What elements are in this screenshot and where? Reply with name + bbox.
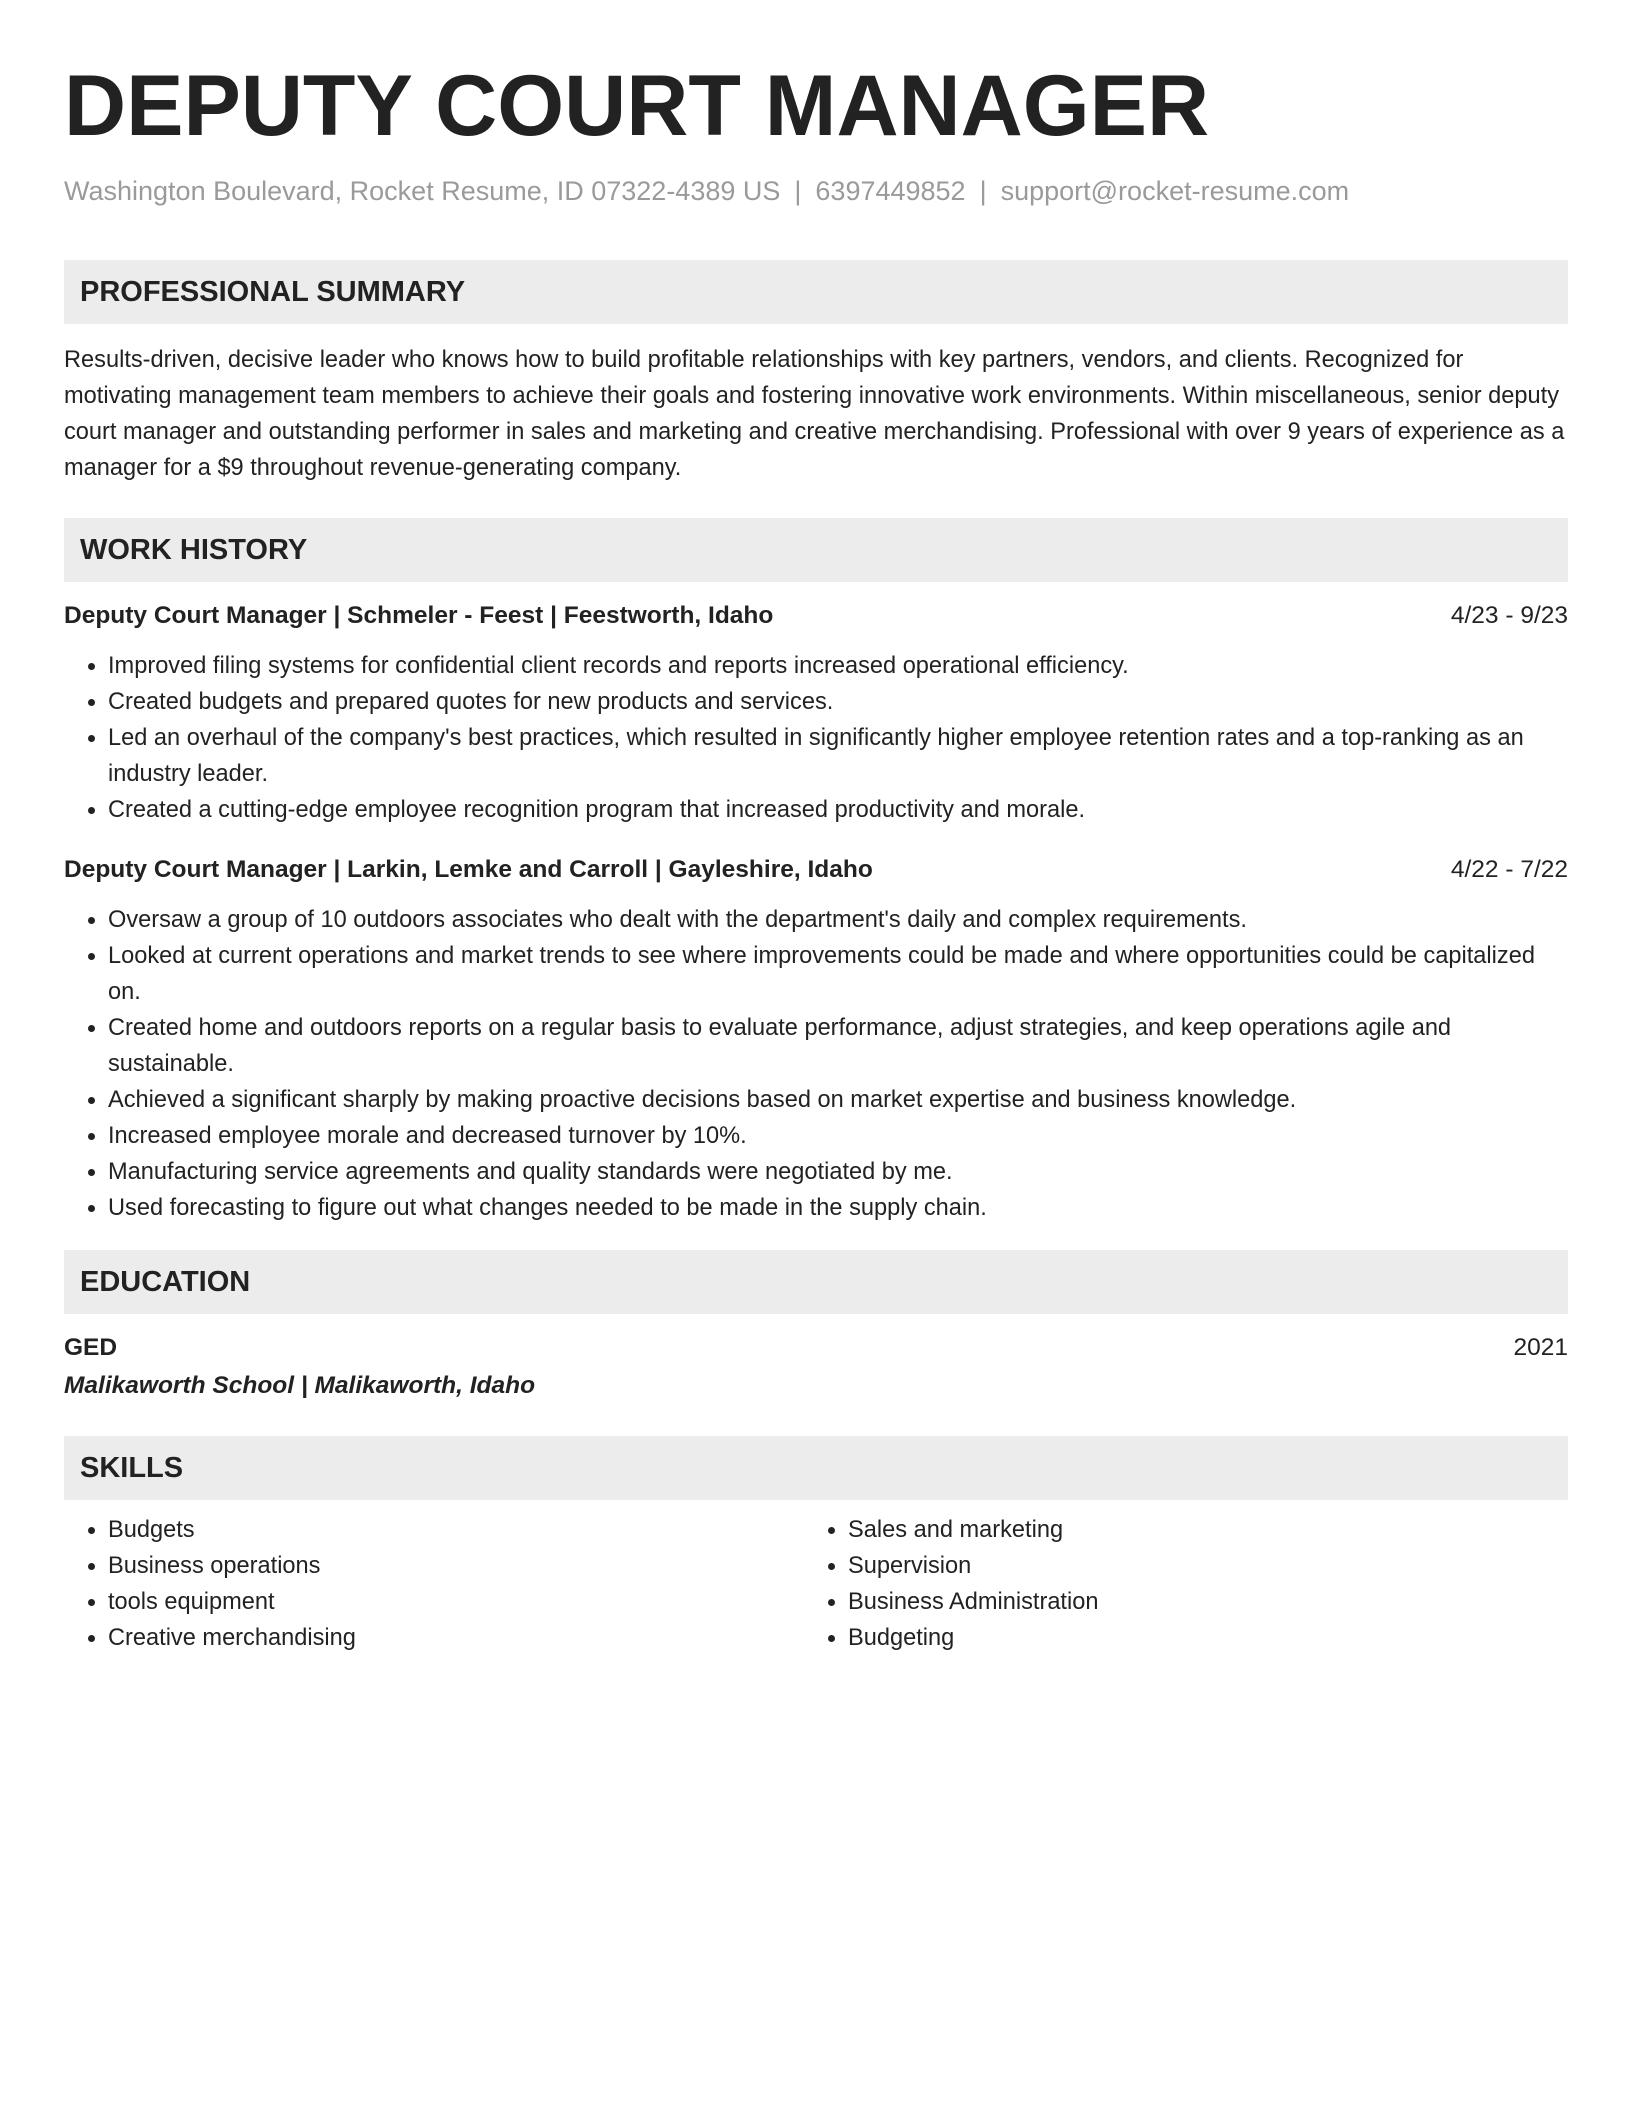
skill-item: • Sales and marketing — [848, 1512, 1544, 1548]
job-bullets — [64, 648, 1568, 828]
job-bullet: • Created a cutting-edge employee recognition program that increased productivity and morale. — [108, 792, 1568, 828]
contact-separator: | — [794, 176, 802, 206]
skill-item: • tools equipment — [108, 1584, 804, 1620]
job-bullets — [64, 902, 1568, 1226]
contact-address: Washington Boulevard, Rocket Resume, ID 07322-4389 US — [64, 176, 781, 206]
job-title: Deputy Court Manager | Schmeler - Feest | Feestworth, Idaho — [64, 602, 774, 629]
skill-item: • Supervision — [848, 1548, 1544, 1584]
contact-line — [64, 174, 1568, 208]
education-year: 2021 — [1513, 1334, 1568, 1361]
education-school: Malikaworth School | Malikaworth, Idaho — [64, 1372, 536, 1399]
job-bullet: • Achieved a significant sharply by making proactive decisions based on market expertise and business knowledge. — [108, 1082, 1568, 1118]
section-heading-education: EDUCATION — [64, 1250, 1568, 1314]
skill-item: • Business Administration — [848, 1584, 1544, 1620]
skill-item: • Business operations — [108, 1548, 804, 1584]
job-entry — [64, 852, 1568, 1226]
section-heading-work-history: WORK HISTORY — [64, 518, 1568, 582]
skill-item: • Budgeting — [848, 1620, 1544, 1656]
job-bullet: • Improved filing systems for confidential client records and reports increased operational efficiency. — [108, 648, 1568, 684]
contact-phone: 6397449852 — [815, 176, 966, 206]
job-header — [64, 598, 1568, 634]
job-bullet: • Increased employee morale and decreased turnover by 10%. — [108, 1118, 1568, 1154]
job-header — [64, 852, 1568, 888]
skill-item: • Budgets — [108, 1512, 804, 1548]
job-bullet: • Created home and outdoors reports on a regular basis to evaluate performance, adjust strategies, and keep operations agile and sustainable. — [108, 1010, 1568, 1082]
skills-column-left — [64, 1512, 804, 1656]
education-entry — [64, 1330, 1568, 1366]
job-title: Deputy Court Manager | Larkin, Lemke and Carroll | Gayleshire, Idaho — [64, 856, 873, 883]
contact-separator: | — [979, 176, 987, 206]
job-bullet: • Led an overhaul of the company's best practices, which resulted in significantly higher employee retention rates and a top-ranking as an industry leader. — [108, 720, 1568, 792]
job-bullet: • Looked at current operations and market trends to see where improvements could be made and where opportunities could be capitalized on. — [108, 938, 1568, 1010]
education-degree: GED — [64, 1334, 118, 1361]
section-heading-summary: PROFESSIONAL SUMMARY — [64, 260, 1568, 324]
skills-column-right — [804, 1512, 1544, 1656]
job-bullet: • Oversaw a group of 10 outdoors associates who dealt with the department's daily and complex requirements. — [108, 902, 1568, 938]
summary-text: Results-driven, decisive leader who knows how to build profitable relationships with key partners, vendors, and clients. Recognized for motivating management team members to achieve their goals and fostering innovative work environments. Within miscellaneous, senior deputy court manager and outstanding performer in sales and marketing and creative merchandising. Professional with over 9 years of experience as a manager for a $9 throughout revenue-generating company. — [64, 347, 1565, 481]
job-bullet: • Manufacturing service agreements and quality standards were negotiated by me. — [108, 1154, 1568, 1190]
job-bullet: • Created budgets and prepared quotes for new products and services. — [108, 684, 1568, 720]
job-entry — [64, 598, 1568, 828]
job-dates: 4/22 - 7/22 — [1450, 856, 1568, 883]
resume-title: DEPUTY COURT MANAGER — [64, 58, 1210, 154]
contact-email: support@rocket-resume.com — [1000, 176, 1350, 206]
skills-grid — [64, 1512, 1568, 1656]
job-bullet: • Used forecasting to figure out what changes needed to be made in the supply chain. — [108, 1190, 1568, 1226]
job-dates: 4/23 - 9/23 — [1450, 602, 1568, 629]
skill-item: • Creative merchandising — [108, 1620, 804, 1656]
section-heading-skills: SKILLS — [64, 1436, 1568, 1500]
